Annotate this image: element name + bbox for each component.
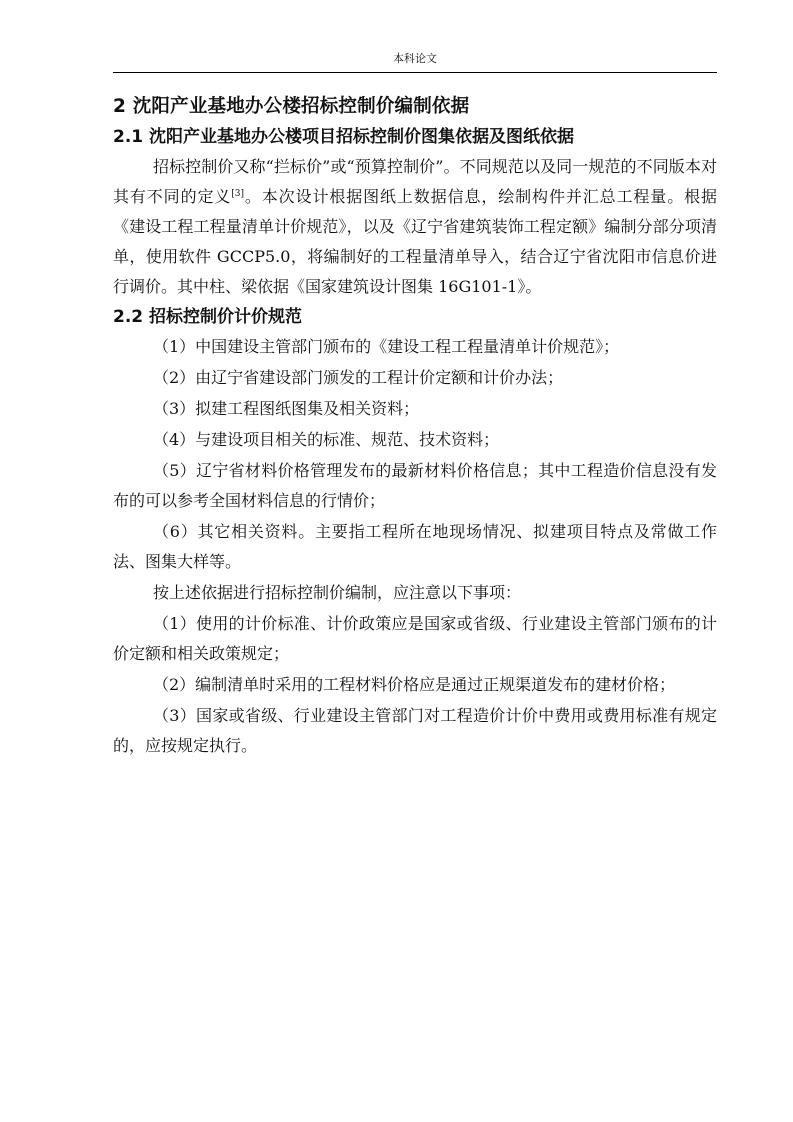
notes-intro: 按上述依据进行招标控制价编制，应注意以下事项： (153, 583, 522, 602)
subsection-heading-2-1: 2.1 沈阳产业基地办公楼项目招标控制价图集依据及图纸依据 (113, 127, 575, 147)
section-heading: 2 沈阳产业基地办公楼招标控制价编制依据 (113, 96, 470, 117)
note-item: （3）国家或省级、行业建设主管部门对工程造价计价中费用或费用标准有规定的，应按规定执行。 (113, 706, 717, 755)
list-item: （5）辽宁省材料价格管理发布的最新材料价格信息；其中工程造价信息没有发布的可以参考全国材料信息的行情价； (113, 461, 717, 510)
list-item: （6）其它相关资料。主要指工程所在地现场情况、拟建项目特点及常做工作法、图集大样等。 (113, 522, 717, 571)
header-title: 本科论文 (393, 52, 437, 65)
page-content (113, 92, 717, 761)
list-item: （1）中国建设主管部门颁布的《建设工程工程量清单计价规范》； (153, 337, 620, 356)
paragraph-basis (113, 152, 717, 302)
list-item: （4）与建设项目相关的标准、规范、技术资料； (153, 430, 500, 449)
paragraph-basis-part-b: 。本次设计根据图纸上数据信息，绘制构件并汇总工程量。根据《建设工程工程量清单计价规范》，以及《辽宁省建筑装饰工程定额》编制分部分项清单，使用软件 GCCP5.0，将编制好的工程量清单导入，结合辽宁省沈阳市信息价进行调价。其中柱、梁依据《国家建筑设计图集 16G101-1》。 (113, 187, 717, 296)
list-item: （2）由辽宁省建设部门颁发的工程计价定额和计价办法； (153, 368, 564, 387)
list-item: （3）拟建工程图纸图集及相关资料； (153, 399, 420, 418)
subsection-heading-2-2: 2.2 招标控制价计价规范 (113, 307, 303, 327)
note-item: （1）使用的计价标准、计价政策应是国家或省级、行业建设主管部门颁布的计价定额和相关政策规定； (113, 614, 717, 663)
citation-ref: [3] (231, 189, 244, 199)
paragraph-basis-part-a: 招标控制价又称“拦标价”或“预算控制价”。不同规范以及同一规范的不同版本对其有不同的定义 (113, 157, 717, 206)
note-item: （2）编制清单时采用的工程材料价格应是通过正规渠道发布的建材价格； (153, 675, 676, 694)
page-header (113, 50, 717, 73)
